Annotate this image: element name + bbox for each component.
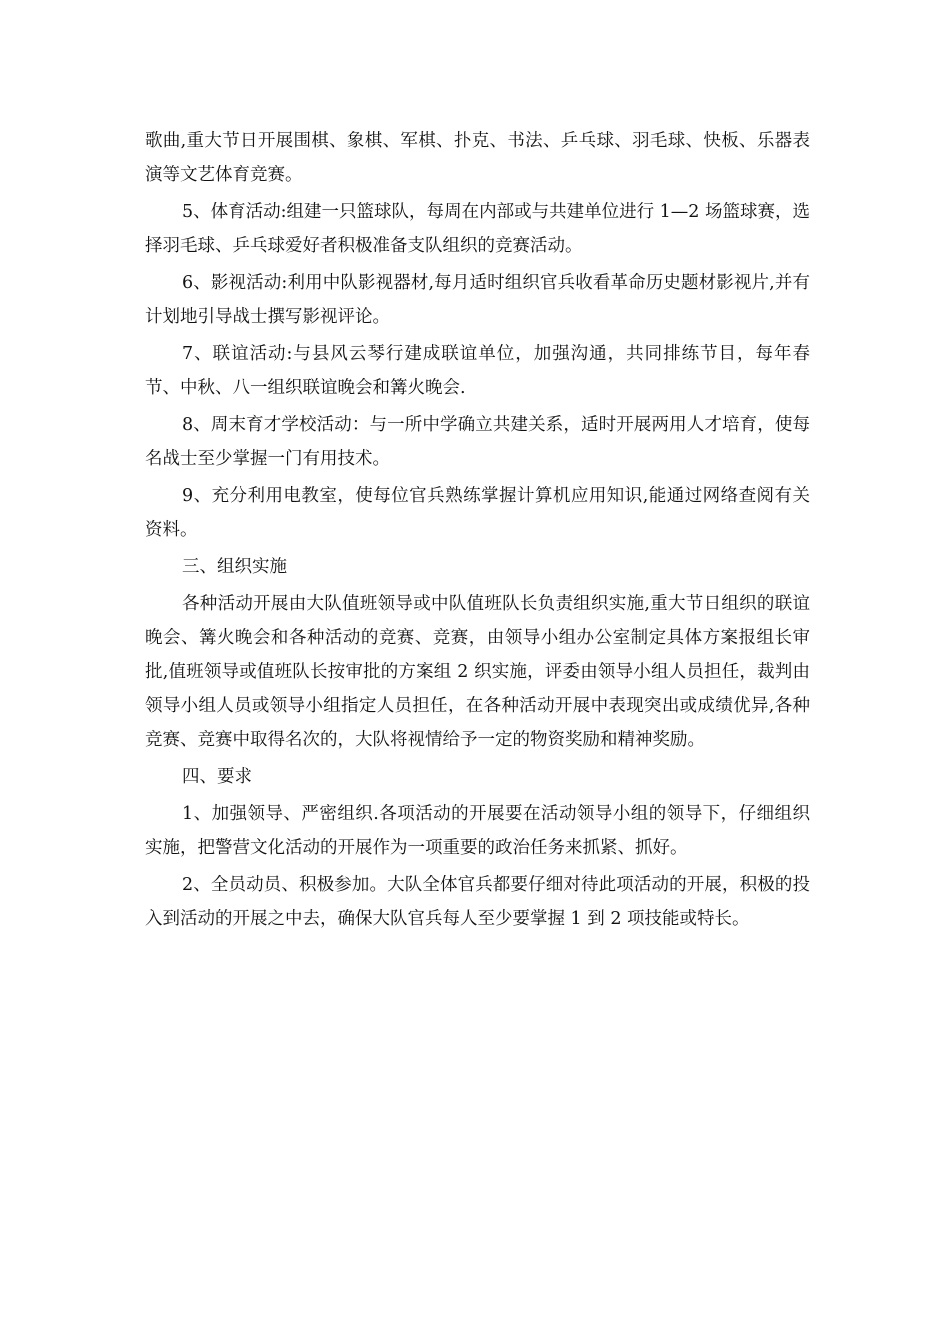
paragraph-item-6-film: 6、影视活动:利用中队影视器材,每月适时组织官兵收看革命历史题材影视片,并有计划地引导战士撰写影视评论。 [145, 273, 810, 327]
paragraph-requirement-1: 1、加强领导、严密组织.各项活动的开展要在活动领导小组的领导下，仔细组织实施，把警营文化活动的开展作为一项重要的政治任务来抓紧、抓好。 [145, 804, 810, 858]
paragraph-implementation: 各种活动开展由大队值班领导或中队值班队长负责组织实施,重大节日组织的联谊晚会、篝火晚会和各种活动的竞赛、竞赛，由领导小组办公室制定具体方案报组长审批,值班领导或值班队长按审批的方案组 2 织实施，评委由领导小组人员担任，裁判由领导小组人员或领导小组指定人员担任，在各种活动开展中表现突出或成绩优异,各种竞赛、竞赛中取得名次的，大队将视情给予一定的物资奖励和精神奖励。 [145, 594, 810, 750]
section-heading-implementation: 三、组织实施 [182, 557, 287, 577]
paragraph-item-7-friendship: 7、联谊活动:与县风云琴行建成联谊单位，加强沟通，共同排练节目，每年春节、中秋、八一组织联谊晚会和篝火晚会. [145, 344, 810, 398]
document-body [145, 124, 810, 939]
paragraph-item-5-sports: 5、体育活动:组建一只篮球队，每周在内部或与共建单位进行 1—2 场篮球赛，选择羽毛球、乒乓球爱好者积极准备支队组织的竞赛活动。 [145, 202, 810, 256]
paragraph-item-9-computer-room: 9、充分利用电教室，使每位官兵熟练掌握计算机应用知识,能通过网络查阅有关资料。 [145, 486, 810, 540]
paragraph-continuation: 歌曲,重大节日开展围棋、象棋、军棋、扑克、书法、乒乓球、羽毛球、快板、乐器表演等文艺体育竞赛。 [145, 131, 810, 185]
section-heading-requirements: 四、要求 [182, 767, 252, 787]
paragraph-item-8-weekend-school: 8、周末育才学校活动：与一所中学确立共建关系，适时开展两用人才培育，使每名战士至少掌握一门有用技术。 [145, 415, 810, 469]
paragraph-requirement-2: 2、全员动员、积极参加。大队全体官兵都要仔细对待此项活动的开展，积极的投入到活动的开展之中去，确保大队官兵每人至少要掌握 1 到 2 项技能或特长。 [145, 875, 810, 929]
